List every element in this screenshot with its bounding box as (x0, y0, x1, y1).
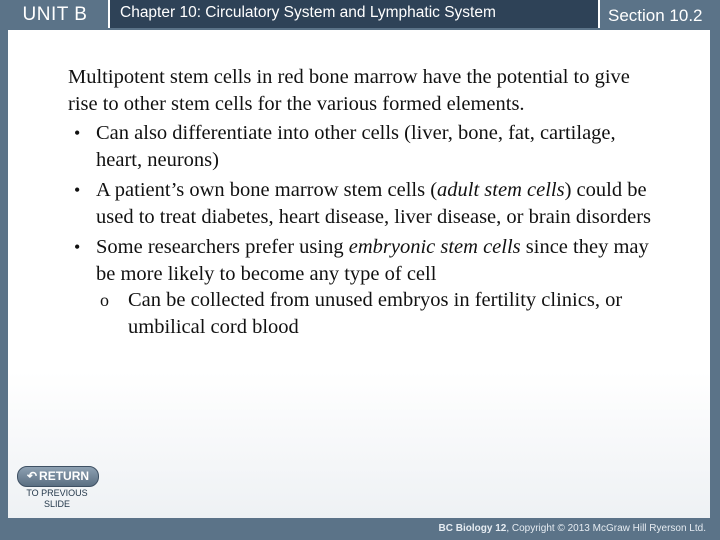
copyright-text: , Copyright © 2013 McGraw Hill Ryerson Ltd. (506, 523, 706, 534)
left-frame (0, 30, 8, 540)
book-title: BC Biology 12 (438, 523, 507, 534)
sub-bullet-item (96, 287, 658, 340)
return-caption-line: TO PREVIOUS (26, 488, 88, 498)
sub-bullet-marker: o (100, 290, 109, 310)
return-caption-line: SLIDE (43, 499, 70, 509)
bullet-item (68, 120, 658, 173)
bullet-text-end: since they may be more likely to become any type of cell (96, 236, 649, 285)
intro-paragraph: Multipotent stem cells in red bone marrow have the potential to give rise to other stem cells for the various formed elements. (68, 66, 630, 115)
return-arrow-icon: ↶ (26, 469, 38, 483)
unit-label: UNIT B (22, 4, 88, 25)
bullet-text-italic: embryonic stem cells (348, 236, 521, 258)
bullet-text-end: ) could be used to treat diabetes, heart disease, liver disease, or brain disorders (96, 179, 652, 228)
bullet-text-italic: adult stem cells (437, 179, 565, 201)
return-button-label: RETURN (39, 469, 90, 483)
sub-bullet-text: Can be collected from unused embryos in fertility clinics, or umbilical cord blood (128, 289, 623, 338)
bullet-marker: • (74, 237, 81, 257)
copyright-notice (439, 523, 706, 534)
slide-header (0, 0, 720, 30)
return-caption (12, 488, 102, 510)
chapter-title: Chapter 10: Circulatory System and Lymphatic System (120, 4, 496, 21)
bullet-item (68, 177, 658, 230)
bullet-text-start: A patient’s own bone marrow stem cells ( (96, 179, 438, 201)
bullet-text: Can also differentiate into other cells (liver, bone, fat, cartilage, heart, neurons) (96, 122, 616, 171)
bullet-item (68, 234, 658, 340)
return-button[interactable] (17, 466, 99, 487)
bullet-marker: • (74, 180, 81, 200)
bullet-text-start: Some researchers prefer using (96, 236, 349, 258)
section-text: Section 10.2 (608, 6, 703, 25)
section-label (602, 2, 720, 28)
slide-footer (0, 518, 720, 540)
slide-body (68, 64, 658, 344)
chapter-bar (108, 0, 600, 28)
bullet-marker: • (74, 123, 81, 143)
